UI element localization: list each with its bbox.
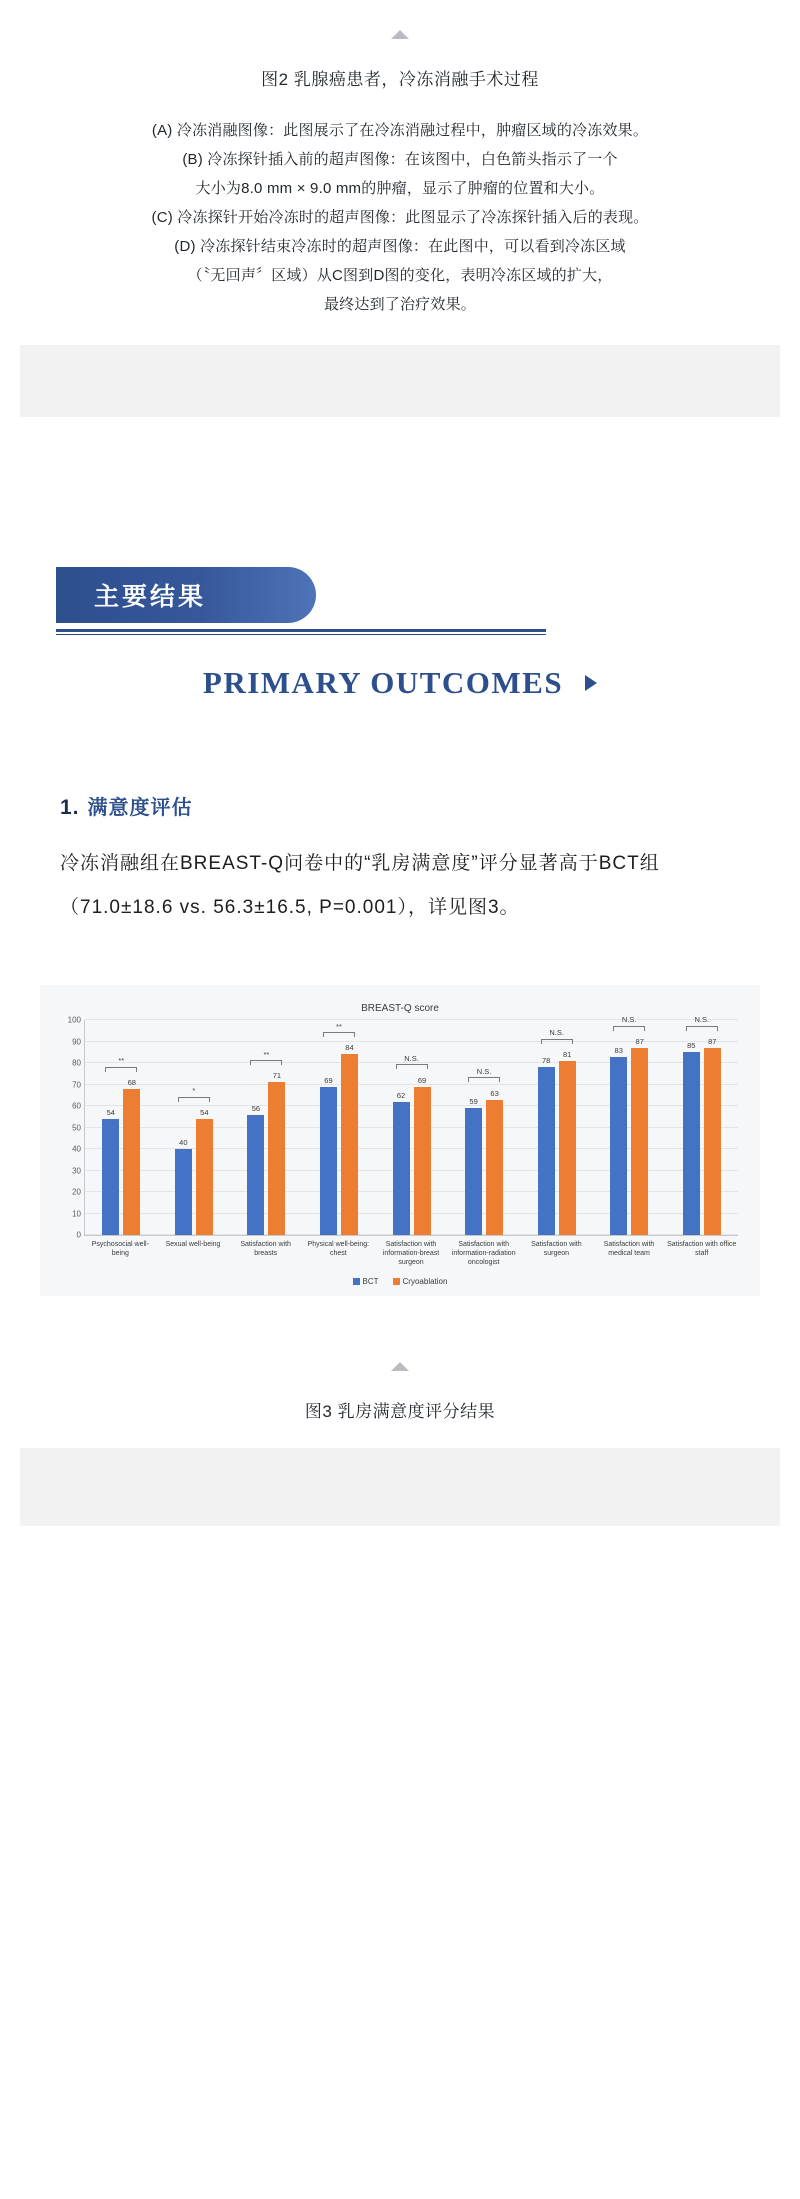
chart-bar-group — [593, 1015, 666, 1235]
chart-x-tick-label: Physical well-being: chest — [307, 1241, 370, 1257]
figure2-line: （〝无回声〞区域）从C图到D图的变化，表明冷冻区域的扩大， — [187, 267, 613, 284]
chart-legend — [54, 1277, 746, 1286]
chart-bar — [102, 1107, 119, 1235]
chart-bar-value-label: 54 — [106, 1107, 115, 1117]
chart-bar-group — [303, 1020, 376, 1235]
chart-bar — [486, 1088, 503, 1235]
subsection-satisfaction — [0, 791, 800, 930]
triangle-up-icon — [391, 1362, 409, 1371]
figure2-line: (B) 冷冻探针插入前的超声图像：在该图中，白色箭头指示了一个 — [182, 151, 618, 168]
chart-bar-value-label: 69 — [324, 1075, 333, 1085]
chart-bar — [559, 1049, 576, 1235]
chart-y-tick-label: 60 — [72, 1101, 81, 1111]
chart-x-tick-label: Sexual well-being — [165, 1241, 221, 1248]
bottom-placeholder-band — [20, 1448, 780, 1526]
primary-outcomes-row — [56, 665, 744, 701]
figure2-caption-block — [0, 0, 800, 417]
chart-significance-bracket — [613, 1026, 645, 1031]
chart-x-tick-label: Satisfaction with office staff — [667, 1241, 737, 1257]
chart-bar-value-label: 62 — [396, 1090, 406, 1100]
subsection-heading — [60, 791, 744, 820]
chart-significance-label: ** — [263, 1049, 270, 1059]
chart-x-tick-label: Satisfaction with information-radiation oncologist — [451, 1241, 516, 1266]
figure3-title: 图3 乳房满意度评分结果 — [304, 1402, 496, 1421]
subsection-number: 1. — [60, 796, 80, 819]
subsection-body: 冷冻消融组在BREAST-Q问卷中的“乳房满意度”评分显著高于BCT组（71.0±18.6 vs. 56.3±16.5, P=0.001），详见图3。 — [60, 853, 660, 918]
chart-bar — [538, 1056, 555, 1235]
section-banner-label: 主要结果 — [94, 583, 207, 611]
chart-y-tick-label: 50 — [72, 1123, 81, 1132]
chart-bar-value-label: 69 — [417, 1075, 427, 1085]
chart-significance-label: N.S. — [549, 1028, 564, 1038]
figure2-line: (C) 冷冻探针开始冷冻时的超声图像：此图显示了冷冻探针插入后的表现。 — [151, 209, 649, 226]
legend-label: BCT — [362, 1277, 379, 1286]
legend-item-bct — [353, 1277, 379, 1286]
figure2-description — [0, 116, 800, 319]
chart-bar-value-label: 84 — [345, 1043, 354, 1053]
chart-bar-value-label: 81 — [562, 1049, 572, 1059]
chart-bar-group — [666, 1015, 739, 1235]
chart-bar — [247, 1103, 264, 1235]
chart-bar — [465, 1097, 482, 1235]
figure2-line: (D) 冷冻探针结束冷冻时的超声图像：在此图中，可以看到冷冻区域 — [174, 238, 626, 255]
chart-bar — [414, 1075, 431, 1235]
content-placeholder-band — [20, 345, 780, 417]
chart-bar — [175, 1138, 192, 1235]
chart-bar-group — [448, 1020, 521, 1235]
chart-significance-bracket — [396, 1064, 428, 1069]
chart-significance-label: * — [192, 1086, 196, 1096]
chart-bar-group — [158, 1020, 231, 1235]
chart-significance-bracket — [686, 1026, 718, 1031]
chart-significance-label: N.S. — [476, 1066, 492, 1076]
banner-rule-thick — [56, 629, 546, 632]
legend-swatch-icon — [353, 1278, 360, 1285]
chart-title: BREAST-Q score — [361, 1003, 439, 1014]
chart-bar — [268, 1071, 285, 1235]
chart-bar — [320, 1075, 337, 1235]
chart-bar-value-label: 40 — [179, 1138, 188, 1147]
chart-significance-bracket — [468, 1077, 500, 1082]
chart-bar-value-label: 83 — [614, 1045, 623, 1055]
triangle-right-icon — [585, 675, 597, 691]
chart-bar-value-label: 87 — [635, 1036, 644, 1046]
chart-y-tick-label: 70 — [72, 1080, 81, 1089]
chart-bar-value-label: 54 — [200, 1107, 209, 1117]
chart-significance-bracket — [250, 1060, 282, 1065]
chart-x-tick-label: Satisfaction with medical team — [603, 1241, 655, 1257]
chart-y-tick-label: 20 — [72, 1187, 81, 1197]
chart-bar-group — [375, 1020, 448, 1235]
chart-significance-bracket — [541, 1039, 573, 1044]
chart-bar — [196, 1107, 213, 1235]
legend-label: Cryoablation — [402, 1277, 448, 1286]
chart-bars — [85, 1015, 738, 1235]
chart-bar — [631, 1036, 648, 1235]
section-banner — [56, 567, 316, 623]
chart-significance-label: N.S. — [404, 1054, 419, 1063]
chart-plot-area — [67, 1015, 738, 1240]
chart-x-tick-label: Satisfaction with surgeon — [531, 1241, 582, 1257]
chart-significance-label: N.S. — [621, 1015, 637, 1025]
figure2-title: 图2 乳腺癌患者，冷冻消融手术过程 — [261, 70, 539, 89]
chart-significance-label: ** — [336, 1021, 342, 1031]
subsection-title: 满意度评估 — [87, 797, 193, 819]
chart-significance-label: ** — [118, 1056, 125, 1066]
figure3-caption-block — [0, 1362, 800, 1422]
chart-y-tick-label: 90 — [72, 1037, 81, 1046]
legend-item-cryoablation — [393, 1277, 448, 1286]
banner-rule-thin — [56, 634, 546, 635]
chart-bar-group — [85, 1020, 158, 1235]
section-header — [0, 567, 800, 701]
primary-outcomes-label: PRIMARY OUTCOMES — [202, 665, 564, 700]
chart-x-axis-labels — [84, 1240, 738, 1267]
chart-x-tick-label: Satisfaction with information-breast surgeon — [382, 1241, 440, 1266]
chart-bar — [610, 1045, 627, 1235]
chart-bar-value-label: 71 — [272, 1071, 282, 1081]
chart-bar — [704, 1036, 721, 1235]
figure2-line: (A) 冷冻消融图像：此图展示了在冷冻消融过程中，肿瘤区域的冷冻效果。 — [151, 122, 649, 139]
chart-bar-group — [520, 1020, 593, 1235]
legend-swatch-icon — [393, 1278, 400, 1285]
chart-bar-value-label: 59 — [469, 1097, 478, 1107]
chart-x-tick-label: Psychosocial well-being — [91, 1241, 149, 1257]
chart-y-tick-label: 100 — [67, 1015, 81, 1025]
chart-y-tick-label: 10 — [72, 1209, 81, 1218]
chart-significance-label: N.S. — [694, 1015, 710, 1025]
chart-bar — [123, 1077, 140, 1235]
chart-bar — [393, 1090, 410, 1235]
breast-q-chart — [40, 985, 760, 1296]
chart-bar-value-label: 87 — [708, 1036, 717, 1046]
chart-bar-value-label: 56 — [251, 1103, 261, 1113]
chart-bar-value-label: 78 — [541, 1056, 551, 1066]
chart-x-tick-label: Satisfaction with breasts — [240, 1241, 291, 1257]
chart-bar — [341, 1043, 358, 1235]
chart-bar-group — [230, 1020, 303, 1235]
figure2-line: 大小为8.0 mm × 9.0 mm的肿瘤，显示了肿瘤的位置和大小。 — [195, 180, 605, 197]
figure2-line: 最终达到了治疗效果。 — [323, 296, 476, 313]
chart-bar — [683, 1041, 700, 1235]
chart-y-tick-label: 80 — [72, 1058, 81, 1068]
chart-y-tick-label: 0 — [76, 1230, 81, 1240]
chart-bar-value-label: 63 — [490, 1088, 499, 1098]
chart-significance-bracket — [323, 1032, 355, 1037]
chart-significance-bracket — [105, 1067, 137, 1072]
chart-y-tick-label: 40 — [72, 1144, 81, 1154]
chart-bar-value-label: 68 — [127, 1077, 136, 1087]
chart-significance-bracket — [178, 1097, 210, 1102]
chart-y-tick-label: 30 — [72, 1166, 81, 1175]
triangle-up-icon — [391, 30, 409, 39]
chart-bar-value-label: 85 — [687, 1041, 696, 1051]
